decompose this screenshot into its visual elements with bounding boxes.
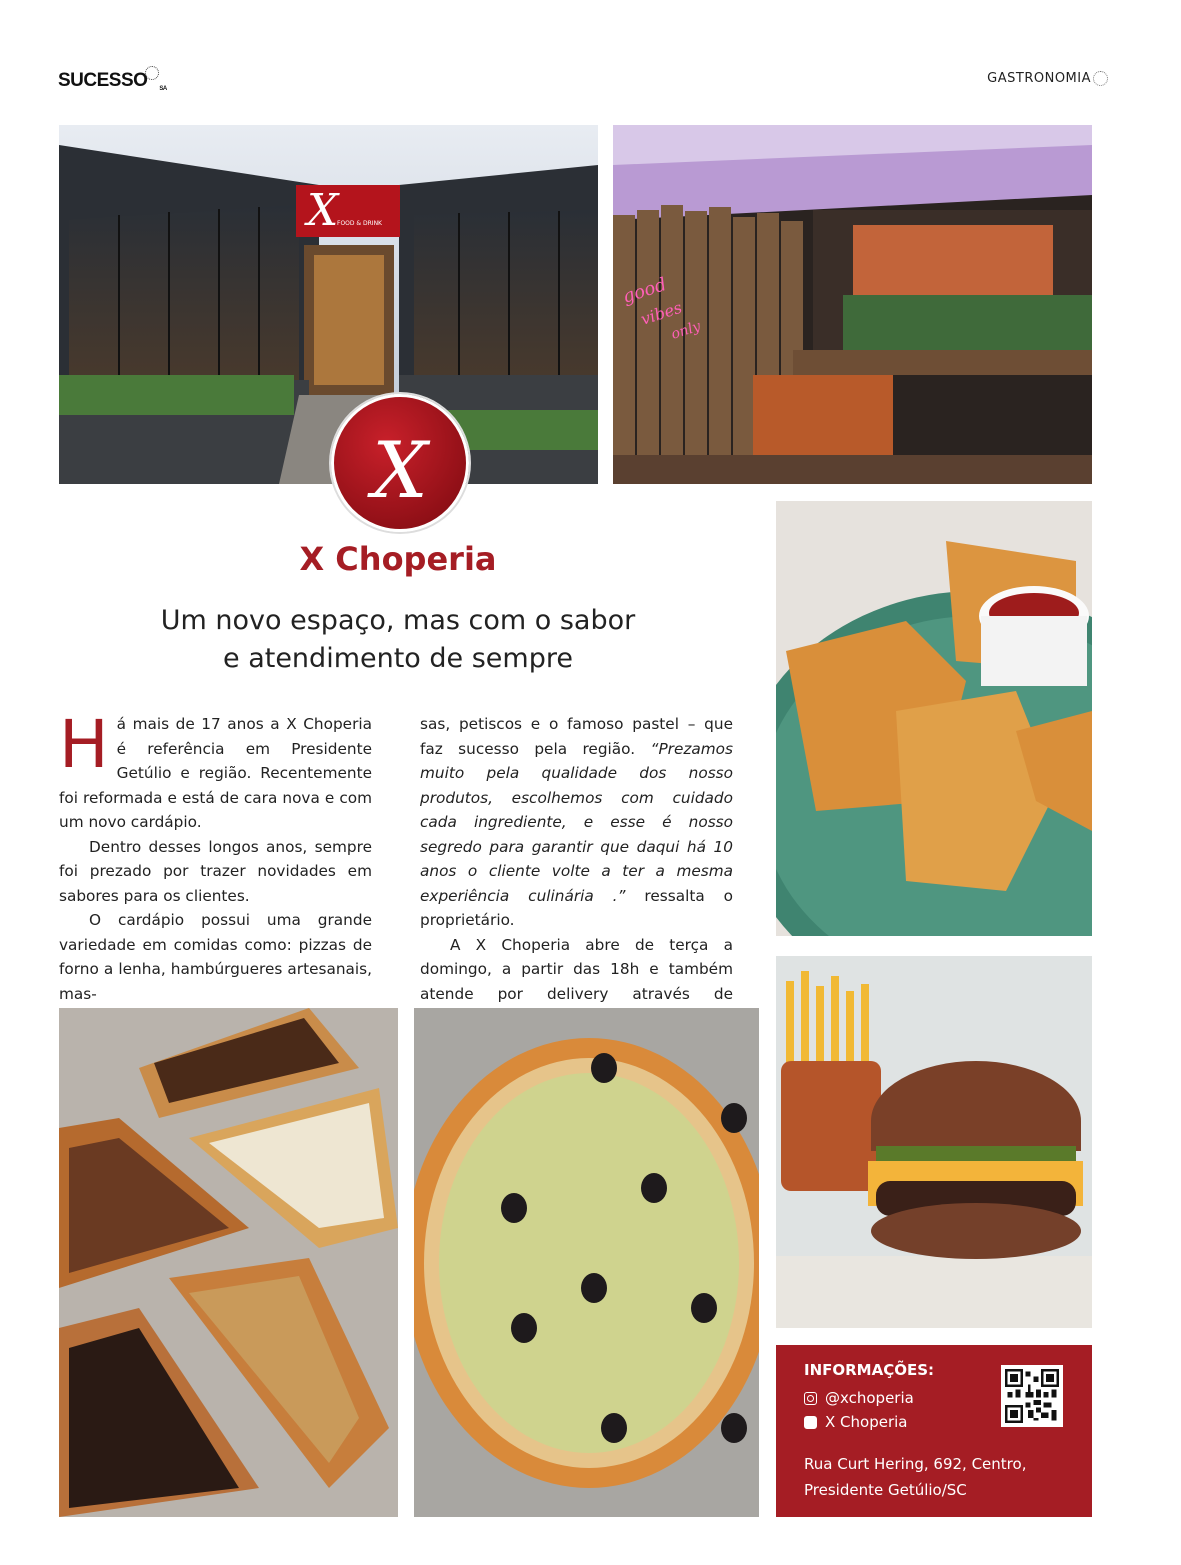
article-column-1 (59, 706, 372, 1006)
brand-name: SUCESSO (58, 70, 148, 91)
article-subtitle (140, 602, 656, 678)
storefront-sign-text: FOOD & DRINK (337, 220, 382, 227)
facebook-page[interactable]: X Choperia (825, 1413, 908, 1431)
subtitle-line-2: e atendimento de sempre (223, 643, 573, 674)
facebook-line (804, 1413, 907, 1431)
info-title: INFORMAÇÕES: (804, 1361, 935, 1379)
logo-letter: X (372, 426, 428, 516)
burger-photo (776, 956, 1092, 1328)
paragraph-1-text: á mais de 17 anos a X Choperia é referência em Presidente Getúlio e região. Recentemente foi reformada e está de cara nova e com um novo cardápio. (59, 715, 372, 831)
instagram-handle[interactable]: @xchoperia (825, 1389, 914, 1407)
interior-photo (613, 125, 1092, 484)
paragraph-4-end: ressalta o proprietário. (420, 886, 733, 929)
subtitle-line-1: Um novo espaço, mas com o sabor (160, 605, 636, 636)
neon-sign-word-1: good (620, 273, 670, 308)
paragraph-4-start: sas, petiscos e o famoso pastel – que faz sucesso pela região. (420, 715, 733, 758)
drop-cap: H (59, 706, 109, 783)
storefront-photo (59, 125, 598, 484)
paragraph-5: A X Choperia abre de terça a domingo, a partir das 18h e também atende por delivery através de (420, 935, 733, 1003)
address-line-1: Rua Curt Hering, 692, Centro, (804, 1455, 1027, 1473)
x-choperia-logo (331, 394, 469, 532)
section-label: GASTRONOMIA (987, 71, 1091, 86)
paragraph-4 (420, 712, 733, 933)
facebook-icon (804, 1416, 817, 1429)
owner-quote: “Prezamos muito pela qualidade dos nosso produtos, escolhemos com cuidado cada ingrediente, e esse é nosso segredo para garantir que daqui há 10 anos o cliente volte a ter a mesma experiência culinária .” (420, 739, 733, 905)
paragraph-1 (59, 706, 372, 835)
savory-pizza-photo (414, 1008, 759, 1517)
neon-sign-word-3: only (669, 318, 703, 343)
article-title: X Choperia (299, 540, 497, 578)
pastel-photo (776, 501, 1092, 936)
address (804, 1451, 1026, 1503)
instagram-line (804, 1389, 914, 1407)
brand-dots-icon (145, 66, 159, 80)
qr-code-icon[interactable] (1001, 1365, 1063, 1427)
sweet-pizza-photo (59, 1008, 398, 1517)
magazine-brand (58, 70, 167, 92)
paragraph-2: Dentro desses longos anos, sempre foi prezado por trazer novidades em sabores para os clientes. (59, 837, 372, 905)
instagram-icon (804, 1392, 817, 1405)
address-line-2: Presidente Getúlio/SC (804, 1481, 967, 1499)
section-dots-icon (1093, 71, 1108, 86)
paragraph-3: O cardápio possui uma grande variedade em comidas como: pizzas de forno a lenha, hambúrgueres artesanais, mas- (59, 911, 372, 1003)
neon-sign-word-2: vibes (638, 297, 685, 329)
storefront-sign-brand: X (307, 185, 339, 236)
info-box (776, 1345, 1092, 1517)
article-column-2 (420, 712, 733, 1031)
brand-suffix: SA (159, 86, 167, 92)
